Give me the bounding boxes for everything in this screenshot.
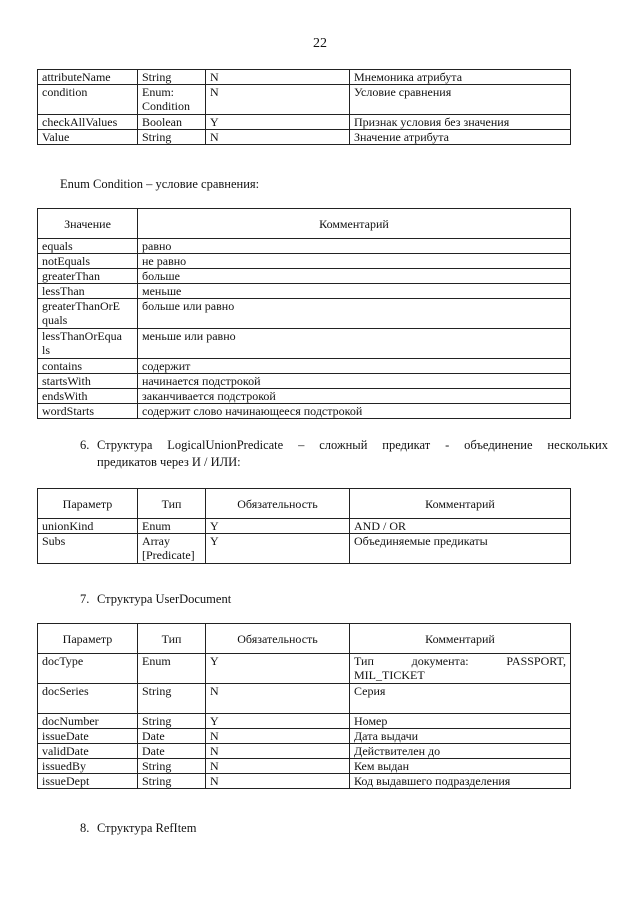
- table-row: [38, 299, 571, 329]
- table-cell: equals: [38, 239, 138, 254]
- table-row: [38, 254, 571, 269]
- table-cell: меньше или равно: [138, 329, 571, 359]
- table-row: [38, 389, 571, 404]
- table-row: [38, 115, 571, 130]
- section-6-heading: [80, 437, 608, 471]
- table-cell: Enum: [138, 654, 206, 684]
- table-row: [38, 269, 571, 284]
- table-cell: Дата выдачи: [350, 729, 571, 744]
- logical-union-table: [37, 488, 571, 564]
- table-row: [38, 714, 571, 729]
- column-header: Значение: [38, 209, 138, 239]
- table-cell: greaterThan: [38, 269, 138, 284]
- table-cell: Значение атрибута: [350, 130, 571, 145]
- table-cell: меньше: [138, 284, 571, 299]
- section-8-heading: [80, 820, 196, 837]
- table-row: [38, 130, 571, 145]
- table-cell: N: [206, 774, 350, 789]
- table-cell: issueDate: [38, 729, 138, 744]
- table-cell: startsWith: [38, 374, 138, 389]
- table-cell: Объединяемые предикаты: [350, 534, 571, 564]
- table-cell: N: [206, 70, 350, 85]
- table-cell: Array [Predicate]: [138, 534, 206, 564]
- section-number: 7.: [80, 592, 90, 606]
- section-text-continued: предикатов через И / ИЛИ:: [97, 455, 241, 469]
- table-row: [38, 284, 571, 299]
- table-header-row: [38, 489, 571, 519]
- table-cell: unionKind: [38, 519, 138, 534]
- table-row: [38, 759, 571, 774]
- column-header: Комментарий: [138, 209, 571, 239]
- table-cell: Действителен до: [350, 744, 571, 759]
- table-cell: String: [138, 684, 206, 714]
- enum-caption: Enum Condition – условие сравнения:: [60, 177, 260, 191]
- table-cell: Enum: Condition: [138, 85, 206, 115]
- table-cell: Y: [206, 714, 350, 729]
- table-cell: lessThan: [38, 284, 138, 299]
- table-cell: String: [138, 774, 206, 789]
- table-cell: равно: [138, 239, 571, 254]
- column-header: Тип: [138, 624, 206, 654]
- table-cell: String: [138, 759, 206, 774]
- column-header: Обязательность: [206, 489, 350, 519]
- table-cell: contains: [38, 359, 138, 374]
- table-cell: Серия: [350, 684, 571, 714]
- table-cell: содержит слово начинающееся подстрокой: [138, 404, 571, 419]
- table-cell: Enum: [138, 519, 206, 534]
- column-header: Комментарий: [350, 624, 571, 654]
- table-row: [38, 774, 571, 789]
- table-cell: Subs: [38, 534, 138, 564]
- doctype-comment-line: MIL_TICKET: [354, 668, 425, 682]
- table-cell: String: [138, 130, 206, 145]
- table-cell: issueDept: [38, 774, 138, 789]
- table-cell: Y: [206, 654, 350, 684]
- section-7-heading: [80, 591, 231, 608]
- table-cell: N: [206, 684, 350, 714]
- table-header-row: [38, 624, 571, 654]
- table-cell: docSeries: [38, 684, 138, 714]
- table-row: [38, 239, 571, 254]
- table-cell: [350, 654, 571, 684]
- column-header: Комментарий: [350, 489, 571, 519]
- table-cell: N: [206, 744, 350, 759]
- table-cell: Y: [206, 519, 350, 534]
- table-row: [38, 359, 571, 374]
- table-cell: Date: [138, 729, 206, 744]
- section-text: Структура LogicalUnionPredicate – сложный предикат - объединение нескольких: [97, 438, 608, 452]
- column-header: Параметр: [38, 489, 138, 519]
- table-row: [38, 744, 571, 759]
- section-number: 6.: [80, 438, 90, 452]
- table-cell: notEquals: [38, 254, 138, 269]
- section-number: 8.: [80, 821, 90, 835]
- table-cell: начинается подстрокой: [138, 374, 571, 389]
- table-row: [38, 654, 571, 684]
- section-text: Структура UserDocument: [97, 592, 232, 606]
- table-cell: Мнемоника атрибута: [350, 70, 571, 85]
- table-cell: N: [206, 759, 350, 774]
- table-cell: содержит: [138, 359, 571, 374]
- table-cell: greaterThanOrE quals: [38, 299, 138, 329]
- table-cell: N: [206, 130, 350, 145]
- attribute-table: [37, 69, 571, 145]
- table-cell: Номер: [350, 714, 571, 729]
- table-row: [38, 519, 571, 534]
- table-cell: не равно: [138, 254, 571, 269]
- table-cell: checkAllValues: [38, 115, 138, 130]
- table-cell: Признак условия без значения: [350, 115, 571, 130]
- table-cell: Код выдавшего подразделения: [350, 774, 571, 789]
- table-cell: wordStarts: [38, 404, 138, 419]
- table-row: [38, 404, 571, 419]
- table-row: [38, 534, 571, 564]
- table-cell: AND / OR: [350, 519, 571, 534]
- table-cell: Y: [206, 115, 350, 130]
- table-row: [38, 374, 571, 389]
- table-cell: больше: [138, 269, 571, 284]
- column-header: Тип: [138, 489, 206, 519]
- column-header: Параметр: [38, 624, 138, 654]
- table-cell: Boolean: [138, 115, 206, 130]
- table-cell: endsWith: [38, 389, 138, 404]
- table-cell: Date: [138, 744, 206, 759]
- table-cell: String: [138, 70, 206, 85]
- table-row: [38, 85, 571, 115]
- section-text: Структура RefItem: [97, 821, 197, 835]
- table-row: [38, 729, 571, 744]
- condition-table: [37, 208, 571, 419]
- table-header-row: [38, 209, 571, 239]
- column-header: Обязательность: [206, 624, 350, 654]
- table-cell: docType: [38, 654, 138, 684]
- table-cell: attributeName: [38, 70, 138, 85]
- doctype-comment-line: Тип документа: PASSPORT,: [354, 654, 566, 668]
- table-cell: String: [138, 714, 206, 729]
- table-cell: больше или равно: [138, 299, 571, 329]
- table-cell: lessThanOrEqua ls: [38, 329, 138, 359]
- table-cell: N: [206, 85, 350, 115]
- table-cell: N: [206, 729, 350, 744]
- table-row: [38, 70, 571, 85]
- table-row: [38, 684, 571, 714]
- table-cell: Value: [38, 130, 138, 145]
- table-cell: заканчивается подстрокой: [138, 389, 571, 404]
- table-cell: condition: [38, 85, 138, 115]
- user-document-table: [37, 623, 571, 789]
- table-cell: issuedBy: [38, 759, 138, 774]
- table-cell: Y: [206, 534, 350, 564]
- table-cell: Условие сравнения: [350, 85, 571, 115]
- table-cell: validDate: [38, 744, 138, 759]
- table-cell: docNumber: [38, 714, 138, 729]
- table-row: [38, 329, 571, 359]
- table-cell: Кем выдан: [350, 759, 571, 774]
- page-number: 22: [313, 36, 327, 51]
